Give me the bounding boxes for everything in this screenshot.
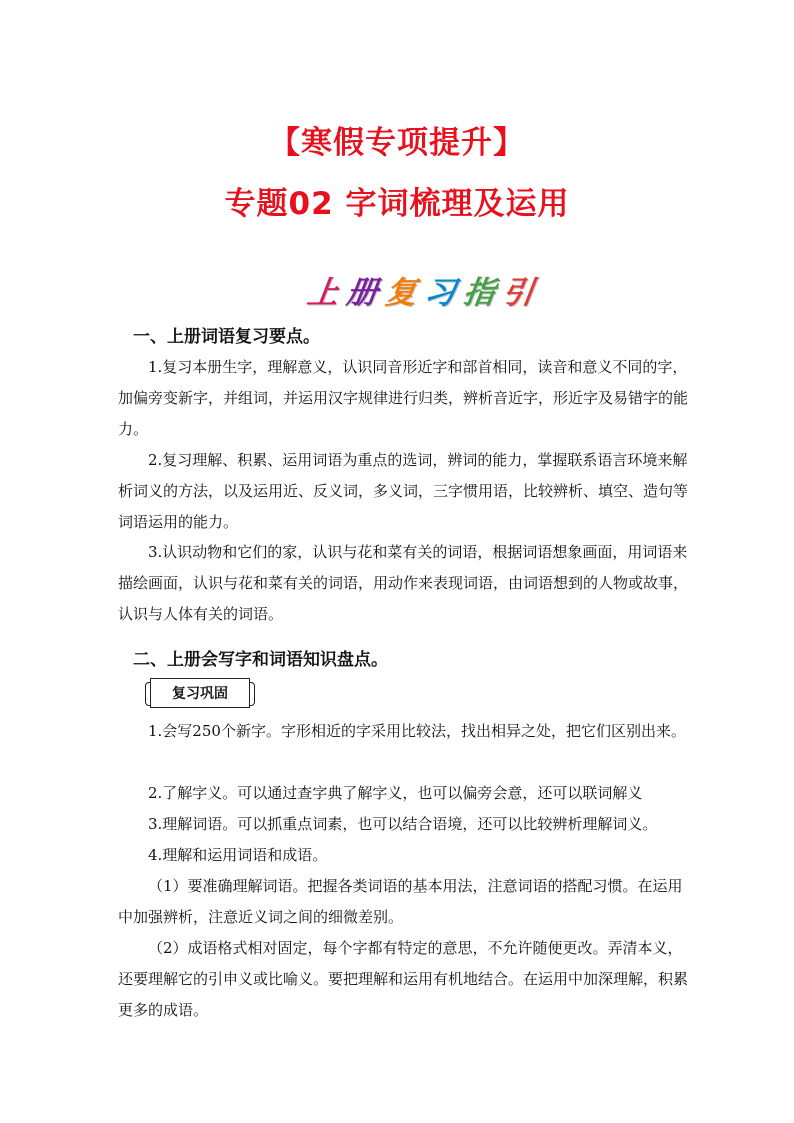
title-line-2: 专题02 字词梳理及运用 [224, 186, 570, 222]
section-2-heading: 二、上册会写字和词语知识盘点。 [133, 650, 388, 670]
section-2-item-3: 3.理解词语。可以抓重点词素，也可以结合语境，还可以比较辨析理解词义。 [148, 815, 658, 833]
section-1-item-3: 3.认识动物和它们的家，认识与花和菜有关的词语，根据词语想象画面，用词语来描绘画面，认识与花和菜有关的词语，用动作来表现词语，由词语想到的人物或故事，认识与人体有关的词语。 [118, 543, 689, 623]
section-1-heading: 一、上册词语复习要点。 [133, 327, 320, 347]
review-tag-label: 复习巩固 [172, 686, 228, 702]
banner-char: 习 [421, 274, 459, 311]
section-1-item-1: 1.复习本册生字，理解意义，认识同音形近字和部首相同，读音和意义不同的字，加偏旁变新字，并组词，并运用汉字规律进行归类，辨析音近字，形近字及易错字的能力。 [118, 358, 689, 438]
section-2-subitem-2: （2）成语格式相对固定，每个字都有特定的意思，不允许随便更改。弄清本义，还要理解它的引申义或比喻义。要把理解和运用有机地结合。在运用中加深理解，积累更多的成语。 [118, 939, 689, 1019]
banner-char: 引 [499, 274, 537, 311]
banner-char: 指 [460, 274, 498, 311]
section-2-item-1: 1.会写250个新字。字形相近的字采用比较法，找出相异之处，把它们区别出来。 [148, 722, 686, 740]
banner-char: 复 [382, 274, 420, 311]
section-1-item-2: 2.复习理解、积累、运用词语为重点的选词，辨词的能力，掌握联系语言环境来解析词义的方法，以及运用近、反义词，多义词，三字惯用语，比较辨析、填空、造句等词语运用的能力。 [118, 451, 689, 531]
title-line-1: 【寒假专项提升】 [269, 125, 525, 161]
section-2-subitem-1: （1）要准确理解词语。把握各类词语的基本用法，注意词语的搭配习惯。在运用中加强辨析，注意近义词之间的细微差别。 [118, 877, 683, 926]
review-tag [150, 678, 250, 708]
section-2-item-2: 2.了解字义。可以通过查字典了解字义，也可以偏旁会意，还可以联词解义 [148, 784, 643, 802]
banner-char: 上 [304, 274, 342, 311]
section-2-item-4: 4.理解和运用词语和成语。 [148, 846, 328, 864]
banner-char: 册 [343, 274, 381, 311]
review-guide-banner [304, 268, 537, 311]
